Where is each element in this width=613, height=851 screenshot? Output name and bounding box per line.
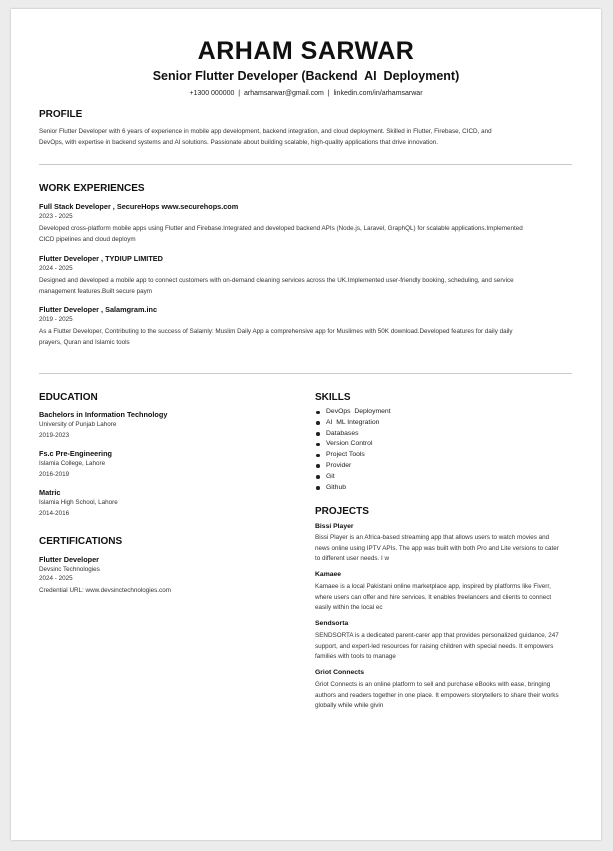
project-description <box>315 631 580 663</box>
education-dates: 2019-2023 <box>39 432 70 439</box>
project-line: SENDSORTA is a dedicated parent-carer app that provides personalized guidance, 247 <box>315 632 559 639</box>
degree-title: Matric <box>39 488 61 497</box>
project-line: easily within the local ec <box>315 604 383 611</box>
skill-item: Databases <box>315 429 391 440</box>
project-description <box>315 680 580 712</box>
project-line: Bissi Player is an Africa-based streaming app that allows users to watch movies and <box>315 534 550 541</box>
project-description <box>315 533 580 565</box>
candidate-name: ARHAM SARWAR <box>197 37 415 65</box>
school-name: Islamia High School, Lahore <box>39 499 118 506</box>
project-name: Bissi Player <box>315 523 354 530</box>
project-line: to different user needs. I w <box>315 555 390 562</box>
job-dates: 2024 - 2025 <box>39 265 73 272</box>
skill-item: DevOps Deployment <box>315 407 391 418</box>
skill-item: Version Control <box>315 439 391 450</box>
skills-list <box>315 407 391 493</box>
contact-line: +1300 000000 | arhamsarwar@gmail.com | linkedin.com/in/arhamsarwar <box>189 90 423 97</box>
certification-title: Flutter Developer <box>39 555 100 564</box>
job-dates: 2019 - 2025 <box>39 316 73 323</box>
credential-url: Credential URL: www.devsinctechnologies.com <box>39 587 171 594</box>
project-line: support, and expert-led resources for raising children with special needs. It empowers <box>315 642 554 650</box>
job-description <box>39 224 584 245</box>
job-description <box>39 276 584 297</box>
job-dates: 2023 - 2025 <box>39 213 73 220</box>
profile-text <box>39 127 579 148</box>
job-title: Flutter Developer , TYDIUP LIMITED <box>39 254 163 263</box>
section-divider <box>39 373 572 374</box>
projects-heading: PROJECTS <box>315 506 369 517</box>
degree-title: Fs.c Pre-Engineering <box>39 449 112 458</box>
job-line: Developed cross-platform mobile apps using Flutter and Firebase.Integrated and developed backend APIs (Node.js, Laravel, GraphQL) for scalable applications.Implemented <box>39 225 523 232</box>
job-title: Senior Flutter Developer (Backend AI Deployment) <box>152 69 460 83</box>
project-line: Kamaee is a local Pakistani online marketplace app, inspired by platforms like Fiverr, <box>315 583 551 590</box>
skill-item: Provider <box>315 461 391 472</box>
job-line: management features.Built secure paym <box>39 287 153 295</box>
certification-org: Devsinc Technologies <box>39 566 100 573</box>
profile-heading: PROFILE <box>39 109 83 120</box>
project-name: Griot Connects <box>315 669 365 676</box>
project-line: where users can offer and hire services. It enables freelancers and clients to connect <box>315 593 552 601</box>
project-description <box>315 582 580 614</box>
job-description <box>39 327 584 348</box>
education-dates: 2014-2016 <box>39 510 70 517</box>
work-heading: WORK EXPERIENCES <box>39 183 145 194</box>
job-line: prayers, Quran and Islamic tools <box>39 338 130 346</box>
skill-item: Github <box>315 483 391 494</box>
profile-line: DevOps, with expertise in backend systems and AI solutions. Passionate about building scalable, high-quality applications that drive innovation. <box>39 138 439 146</box>
school-name: University of Punjab Lahore <box>39 421 117 428</box>
school-name: Islamia College, Lahore <box>39 460 106 467</box>
project-line: families with tools to manage <box>315 653 396 660</box>
project-line: Griot Connects is an online platform to sell and purchase eBooks with ease, bringing <box>315 681 551 688</box>
section-divider <box>39 164 572 165</box>
profile-line: Senior Flutter Developer with 6 years of experience in mobile app development, backend integration, and cloud deployment. Skilled in Flutter, Firebase, CICD, and <box>39 128 492 135</box>
certification-dates: 2024 - 2025 <box>39 575 73 582</box>
education-heading: EDUCATION <box>39 392 98 403</box>
skill-item: AI ML Integration <box>315 418 391 429</box>
project-line: globally while while givin <box>315 702 384 709</box>
job-line: As a Flutter Developer, Contributing to the success of Salamly: Muslim Daily App a comprehensive app for Muslimes with 50K download.Developed features for daily daily <box>39 328 513 335</box>
job-title: Full Stack Developer , SecureHops www.securehops.com <box>39 202 239 211</box>
project-line: authors and readers together in one place. It empowers storytellers to share their works <box>315 691 559 699</box>
certifications-heading: CERTIFICATIONS <box>39 536 123 547</box>
job-line: Designed and developed a mobile app to connect customers with on-demand cleaning services across the UK.Implemented user-friendly booking, scheduling, and service <box>39 277 514 284</box>
project-name: Sendsorta <box>315 620 349 627</box>
resume-page <box>11 9 601 840</box>
job-line: CICD pipelines and cloud deploym <box>39 235 136 243</box>
project-line: news online using IPTV APIs. The app was built with both Pro and Lite versions to cater <box>315 544 559 552</box>
job-title: Flutter Developer , Salamgram.inc <box>39 305 158 314</box>
skills-heading: SKILLS <box>315 392 351 403</box>
degree-title: Bachelors in Information Technology <box>39 410 168 419</box>
skill-item: Project Tools <box>315 450 391 461</box>
project-name: Kamaee <box>315 571 342 578</box>
skill-item: Git <box>315 472 391 483</box>
education-dates: 2016-2019 <box>39 471 70 478</box>
